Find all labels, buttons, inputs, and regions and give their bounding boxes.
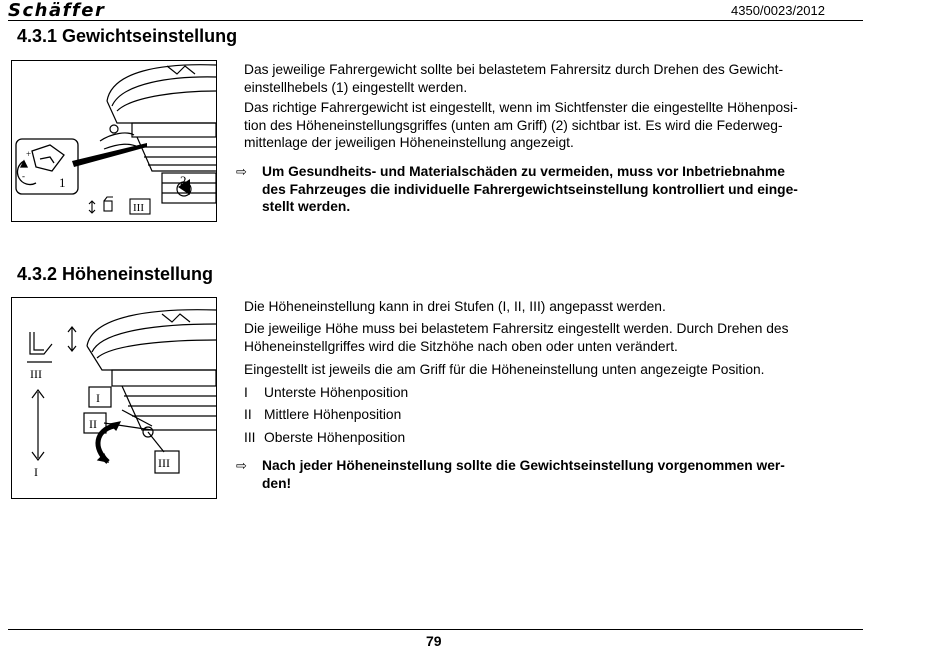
header-rule bbox=[8, 20, 863, 21]
paragraph: Die Höheneinstellung kann in drei Stufen (I, II, III) angepasst werden. bbox=[244, 299, 666, 314]
warning-text: Um Gesundheits- und Materialschäden zu vermeiden, muss vor Inbetriebnahme des Fahrzeuges die individuelle Fahrergewichtseinstellung kontrolliert und einge- stellt werden. bbox=[262, 164, 798, 214]
list-item: II Mittlere Höhenposition bbox=[244, 407, 402, 422]
label-i-box: I bbox=[96, 391, 100, 405]
list-item: I Unterste Höhenposition bbox=[244, 385, 409, 400]
label-i-scale: I bbox=[34, 465, 38, 479]
label-ii-box: II bbox=[89, 417, 97, 431]
paragraph: Eingestellt ist jeweils die am Griff für die Höheneinstellung unten angezeigte Position. bbox=[244, 362, 765, 377]
section-heading-weight: 4.3.1 Gewichtseinstellung bbox=[17, 26, 238, 46]
label-iii-box: III bbox=[158, 456, 170, 470]
warning-text: Nach jeder Höheneinstellung sollte die Gewichtseinstellung vorgenommen wer- den! bbox=[262, 458, 785, 491]
label-2: 2 bbox=[180, 173, 187, 188]
minus-sign: - bbox=[22, 171, 25, 181]
label-iii-scale: III bbox=[30, 367, 42, 381]
label-1: 1 bbox=[59, 175, 66, 190]
paragraph: Das jeweilige Fahrergewicht sollte bei belastetem Fahrersitz durch Drehen des Gewicht- einstellhebels (1) eingestellt werden. bbox=[244, 62, 784, 95]
section-heading-height: 4.3.2 Höheneinstellung bbox=[17, 264, 214, 284]
seat-weight-illustration bbox=[12, 61, 216, 221]
label-iii: III bbox=[133, 202, 144, 214]
page-number: 79 bbox=[426, 633, 442, 649]
paragraph: Das richtige Fahrergewicht ist eingestellt, wenn im Sichtfenster die eingestellte Höhenposi- tion des Höheneinstellungsgriffes (unten am Griff) (2) sichtbar ist. Es wird die Federweg- mittenlage der jeweiligen Höheneinstellung angezeigt. bbox=[244, 100, 798, 150]
list-item: III Oberste Höhenposition bbox=[244, 430, 406, 445]
hint-arrow-icon: ⇨ bbox=[236, 458, 247, 473]
paragraph: Die jeweilige Höhe muss bei belastetem Fahrersitz eingestellt werden. Durch Drehen des Höheneinstellgriffes wird die Sitzhöhe nach oben oder unten verändert. bbox=[244, 321, 789, 354]
height-adjustment-figure bbox=[11, 297, 217, 499]
weight-adjustment-figure bbox=[11, 60, 217, 222]
plus-sign: + bbox=[26, 149, 32, 159]
hint-arrow-icon: ⇨ bbox=[236, 164, 247, 179]
footer-rule bbox=[8, 629, 863, 630]
document-number: 4350/0023/2012 bbox=[731, 3, 825, 18]
seat-height-illustration bbox=[12, 298, 216, 498]
brand-logo: Schäffer bbox=[8, 0, 106, 21]
